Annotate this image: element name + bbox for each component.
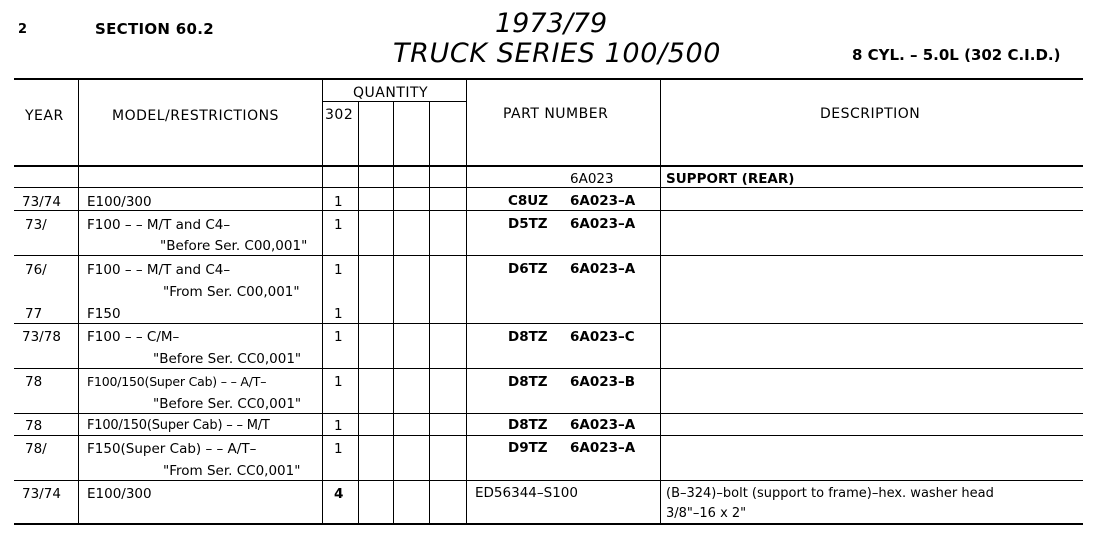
- row-model-note: "Before Ser. CC0,001": [153, 351, 302, 367]
- row-model-note: "Before Ser. CC0,001": [153, 396, 302, 412]
- row-model: E100/300: [87, 486, 152, 502]
- header-quantity: QUANTITY: [353, 85, 429, 101]
- col-divider: [466, 79, 467, 524]
- rule-header-bottom: [14, 165, 1083, 167]
- col-divider: [358, 101, 359, 524]
- row-model: F150: [87, 306, 121, 322]
- row-year: 78: [25, 374, 43, 390]
- row-model: F150(Super Cab) – – A/T–: [87, 441, 257, 457]
- rule-bottom: [14, 523, 1083, 525]
- group-part-base: 6A023: [570, 171, 614, 187]
- col-divider: [78, 79, 79, 524]
- row-year: 73/74: [22, 486, 61, 502]
- row-model: E100/300: [87, 194, 152, 210]
- row-part-number: 6A023–B: [570, 374, 636, 390]
- row-model: F100/150(Super Cab) – – A/T–: [87, 374, 267, 389]
- row-model-note: "From Ser. C00,001": [163, 284, 300, 300]
- row-description-size: 3/8"–16 x 2": [666, 506, 747, 521]
- header-description: DESCRIPTION: [820, 106, 921, 122]
- row-model-note: "Before Ser. C00,001": [160, 238, 308, 254]
- row-qty: 1: [334, 418, 343, 434]
- row-year: 76/: [25, 262, 47, 278]
- row-model: F100 – – M/T and C4–: [87, 217, 231, 233]
- col-divider: [660, 79, 661, 524]
- col-divider: [322, 79, 323, 524]
- header-qty-302: 302: [325, 107, 354, 123]
- rule-qty-header: [322, 101, 466, 102]
- row-year: 73/: [25, 217, 47, 233]
- row-model-note: "From Ser. CC0,001": [163, 463, 301, 479]
- title-series: TRUCK SERIES 100/500: [393, 38, 722, 69]
- row-qty: 4: [334, 486, 344, 502]
- rule-row: [14, 435, 1083, 436]
- row-qty: 1: [334, 194, 343, 210]
- row-description: (B–324)–bolt (support to frame)–hex. washer head: [666, 486, 994, 501]
- row-qty: 1: [334, 441, 343, 457]
- row-qty: 1: [334, 306, 343, 322]
- rule-row: [14, 323, 1083, 324]
- row-part-prefix: D6TZ: [508, 261, 548, 277]
- row-year: 78/: [25, 441, 47, 457]
- rule-row: [14, 210, 1083, 211]
- row-part-prefix: D5TZ: [508, 216, 548, 232]
- row-part-number: 6A023–C: [570, 329, 635, 345]
- row-part-number: 6A023–A: [570, 193, 636, 209]
- group-description: SUPPORT (REAR): [666, 171, 795, 187]
- header-model: MODEL/RESTRICTIONS: [112, 108, 279, 124]
- header-year: YEAR: [25, 108, 64, 124]
- row-part-prefix: D8TZ: [508, 374, 548, 390]
- rule-row: [14, 480, 1083, 481]
- row-part-number: 6A023–A: [570, 261, 636, 277]
- row-year: 78: [25, 418, 43, 434]
- row-part-number: 6A023–A: [570, 216, 636, 232]
- row-model: F100 – – M/T and C4–: [87, 262, 231, 278]
- col-divider: [393, 101, 394, 524]
- row-qty: 1: [334, 329, 343, 345]
- row-year: 73/74: [22, 194, 61, 210]
- header-part-number: PART NUMBER: [503, 106, 609, 122]
- row-qty: 1: [334, 262, 343, 278]
- rule-row: [14, 368, 1083, 369]
- col-divider: [429, 101, 430, 524]
- row-model: F100 – – C/M–: [87, 329, 180, 345]
- row-part-prefix: C8UZ: [508, 193, 549, 209]
- row-part-prefix: D8TZ: [508, 329, 548, 345]
- row-part-number: ED56344–S100: [475, 485, 578, 501]
- page-number: 2: [18, 22, 28, 37]
- row-year: 77: [25, 306, 43, 322]
- rule-top: [14, 78, 1083, 80]
- row-part-number: 6A023–A: [570, 417, 636, 433]
- rule-group: [14, 187, 1083, 188]
- row-part-prefix: D8TZ: [508, 417, 548, 433]
- engine-spec: 8 CYL. – 5.0L (302 C.I.D.): [852, 46, 1061, 64]
- row-part-number: 6A023–A: [570, 440, 636, 456]
- row-part-prefix: D9TZ: [508, 440, 548, 456]
- row-qty: 1: [334, 217, 343, 233]
- row-year: 73/78: [22, 329, 61, 345]
- section-label: SECTION 60.2: [95, 20, 215, 38]
- row-model: F100/150(Super Cab) – – M/T: [87, 418, 270, 433]
- title-years: 1973/79: [495, 8, 608, 39]
- row-qty: 1: [334, 374, 343, 390]
- rule-row: [14, 413, 1083, 414]
- rule-row: [14, 255, 1083, 256]
